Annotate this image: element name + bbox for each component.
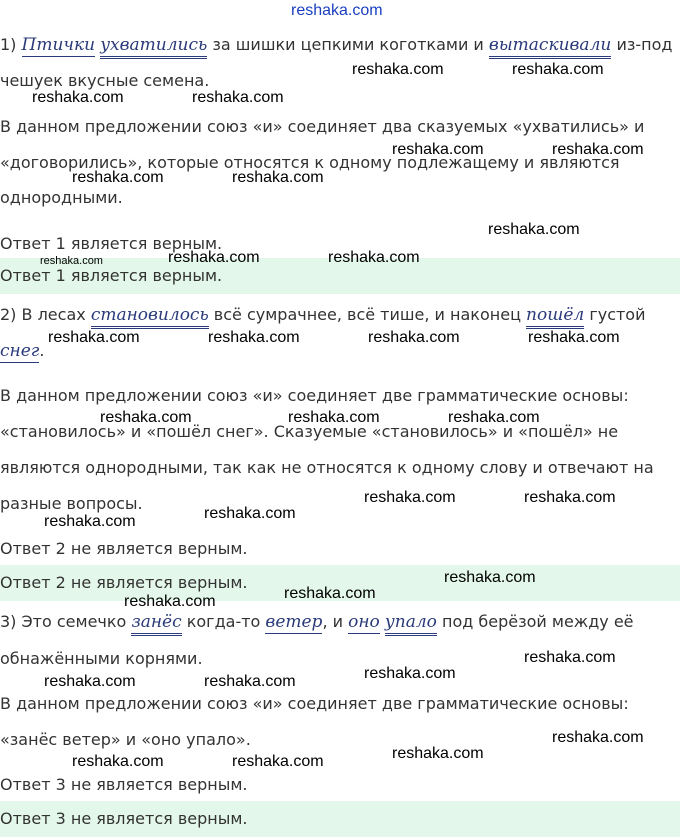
watermark: reshaka.com	[232, 753, 324, 770]
item3-text2: , и	[322, 612, 344, 631]
item3-explanation-line2: «занёс ветер» и «оно упало».	[0, 730, 251, 749]
watermark: reshaka.com	[524, 649, 616, 666]
watermark: reshaka.com	[72, 753, 164, 770]
watermark: reshaka.com	[40, 255, 103, 267]
watermark: reshaka.com	[48, 329, 140, 346]
watermark: reshaka.com	[288, 409, 380, 426]
watermark: reshaka.com	[168, 249, 260, 266]
watermark: reshaka.com	[72, 169, 164, 186]
item3-predicate2: упало	[385, 612, 437, 636]
item3-sentence-line2: обнажёнными корнями.	[0, 649, 203, 668]
item1-predicate2: вытаскивали	[489, 35, 611, 59]
item2-predicate2: пошёл	[526, 305, 584, 329]
item2-number: 2) В лесах	[0, 305, 86, 324]
watermark: reshaka.com	[364, 665, 456, 682]
item3-number: 3) Это семечко	[0, 612, 127, 631]
item2-answer-band-text: Ответ 2 не является верным.	[0, 573, 248, 592]
watermark: reshaka.com	[208, 329, 300, 346]
item1-sentence-line2: чешуек вкусные семена.	[0, 71, 210, 90]
item3-text1: когда-то	[186, 612, 261, 631]
watermark-top[interactable]: reshaka.com	[291, 2, 383, 19]
item3-answer-band-text: Ответ 3 не является верным.	[0, 809, 248, 828]
item3-answer-band	[0, 801, 680, 837]
watermark: reshaka.com	[512, 61, 604, 78]
item3-answer: Ответ 3 не является верным.	[0, 775, 248, 794]
item1-explanation-line1: В данном предложении союз «и» соединяет два сказуемых «ухватились» и	[0, 117, 645, 136]
watermark: reshaka.com	[44, 673, 136, 690]
item2-explanation-line2: «становилось» и «пошёл снег». Сказуемые «становилось» и «пошёл» не	[0, 422, 619, 441]
item2-predicate1: становилось	[91, 305, 209, 329]
item2-sentence-line2	[0, 341, 44, 361]
watermark: reshaka.com	[328, 249, 420, 266]
watermark: reshaka.com	[204, 673, 296, 690]
item2-text1: всё сумрачнее, всё тише, и наконец	[213, 305, 521, 324]
watermark: reshaka.com	[364, 489, 456, 506]
item1-answer: Ответ 1 является верным.	[0, 234, 223, 253]
item3-explanation-line1: В данном предложении союз «и» соединяет две грамматические основы:	[0, 694, 629, 713]
watermark: reshaka.com	[368, 329, 460, 346]
watermark: reshaka.com	[100, 409, 192, 426]
item1-text1: за шишки цепкими коготками и	[212, 35, 484, 54]
item2-answer: Ответ 2 не является верным.	[0, 539, 248, 558]
item3-predicate1: занёс	[131, 612, 181, 636]
item1-explanation-line2: «договорились», которые относятся к одному подлежащему и являются	[0, 153, 620, 172]
item1-sentence-line1	[0, 35, 672, 55]
item2-explanation-line1: В данном предложении союз «и» соединяет две грамматические основы:	[0, 386, 629, 405]
item1-subject: Птички	[21, 35, 96, 55]
item3-subject1: ветер	[265, 612, 323, 632]
item1-text2: из-под	[616, 35, 673, 54]
watermark: reshaka.com	[524, 489, 616, 506]
watermark: reshaka.com	[552, 729, 644, 746]
item3-subject2: оно	[348, 612, 380, 632]
item1-explanation-line3: однородными.	[0, 188, 123, 207]
item1-predicate1: ухватились	[100, 35, 207, 59]
watermark: reshaka.com	[392, 141, 484, 158]
item2-explanation-line3: являются однородными, так как не относятся к одному слову и отвечают на	[0, 458, 654, 477]
watermark: reshaka.com	[44, 513, 136, 530]
item1-number: 1)	[0, 35, 17, 54]
item3-text3: под берёзой между её	[442, 612, 634, 631]
item2-text3: .	[39, 341, 45, 360]
watermark: reshaka.com	[204, 505, 296, 522]
watermark: reshaka.com	[124, 593, 216, 610]
watermark: reshaka.com	[552, 141, 644, 158]
item2-explanation-line4: разные вопросы.	[0, 494, 143, 513]
item1-answer-band-text: Ответ 1 является верным.	[0, 266, 223, 285]
item2-sentence-line1	[0, 305, 646, 325]
watermark: reshaka.com	[352, 61, 444, 78]
watermark: reshaka.com	[528, 329, 620, 346]
item3-sentence-line1	[0, 612, 634, 632]
watermark: reshaka.com	[448, 409, 540, 426]
watermark: reshaka.com	[192, 89, 284, 106]
item2-subject: снег	[0, 341, 40, 361]
watermark: reshaka.com	[32, 89, 124, 106]
item2-text2: густой	[589, 305, 646, 324]
watermark: reshaka.com	[488, 221, 580, 238]
watermark: reshaka.com	[284, 585, 376, 602]
watermark: reshaka.com	[232, 169, 324, 186]
watermark: reshaka.com	[444, 569, 536, 586]
watermark: reshaka.com	[392, 745, 484, 762]
